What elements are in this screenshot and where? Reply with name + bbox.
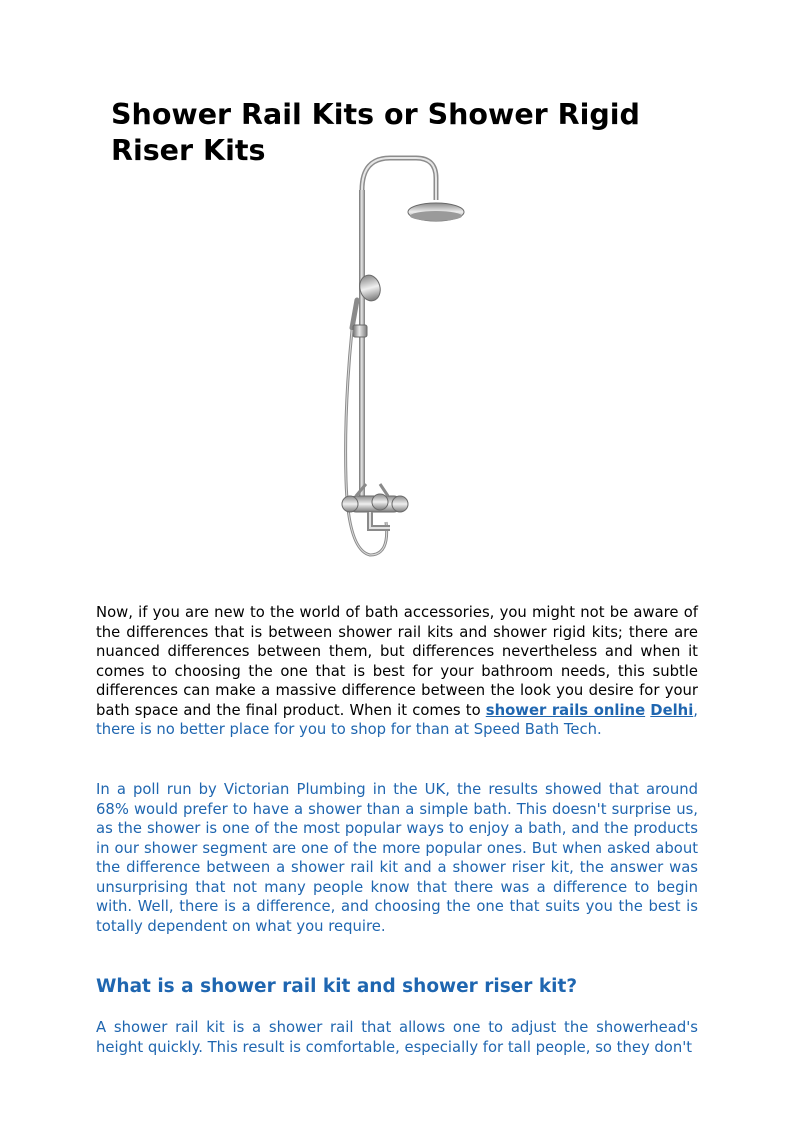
poll-paragraph: In a poll run by Victorian Plumbing in the UK, the results showed that around 68% would prefer to have a shower than a simple bath. This doesn't surprise us, as the shower is one of the most popular ways to enjoy a bath, and the products in our shower segment are one of the more popular ones. But when asked about the difference between a shower rail kit and a shower riser kit, the answer was unsurprising that not many people know that there was a difference to begin with. Well, there is a difference, and choosing the one that suits you the best is totally dependent on what you require. bbox=[96, 781, 698, 935]
section-body-paragraph: A shower rail kit is a shower rail that allows one to adjust the showerhead's height quickly. This result is comfortable, especially for tall people, so they don't bbox=[96, 1019, 698, 1056]
section-heading: What is a shower rail kit and shower riser kit? bbox=[96, 976, 578, 997]
intro-paragraph: Now, if you are new to the world of bath accessories, you might not be aware of the differences that is between shower rail kits and shower rigid kits; there are nuanced differences between them, but differences nevertheless and when it comes to choosing the one that is best for your bathroom needs, this subtle differences can make a massive difference between the look you desire for your bath space and the final product. When it comes to shower rails online Delhi, there is no better place for you to shop for than at Speed Bath Tech. bbox=[96, 604, 698, 738]
shower-rail-kit-image bbox=[320, 150, 480, 570]
shower-rails-online-link[interactable]: shower rails online bbox=[485, 701, 646, 719]
delhi-link[interactable]: Delhi bbox=[650, 701, 694, 719]
page-title: Shower Rail Kits or Shower Rigid Riser Kits bbox=[111, 98, 640, 167]
